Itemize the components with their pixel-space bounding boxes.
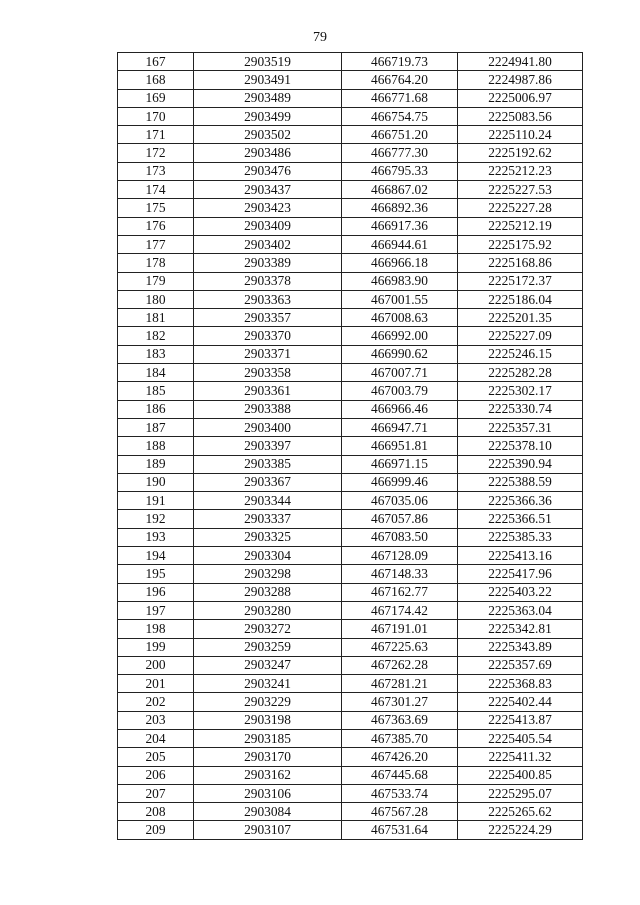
point-id-cell: 2903502	[194, 126, 342, 144]
x-coordinate-cell: 467531.64	[342, 821, 458, 839]
point-id-cell: 2903361	[194, 382, 342, 400]
table-row	[118, 309, 583, 327]
point-id-cell: 2903241	[194, 675, 342, 693]
x-coordinate-cell: 466892.36	[342, 199, 458, 217]
point-id-cell: 2903371	[194, 345, 342, 363]
y-coordinate-cell: 2225405.54	[458, 729, 583, 747]
point-number-cell: 186	[118, 400, 194, 418]
table-row	[118, 748, 583, 766]
y-coordinate-cell: 2225343.89	[458, 638, 583, 656]
x-coordinate-cell: 466947.71	[342, 418, 458, 436]
table-row	[118, 345, 583, 363]
x-coordinate-cell: 466992.00	[342, 327, 458, 345]
x-coordinate-cell: 466719.73	[342, 53, 458, 71]
point-id-cell: 2903358	[194, 364, 342, 382]
point-id-cell: 2903272	[194, 620, 342, 638]
table-row	[118, 547, 583, 565]
point-number-cell: 204	[118, 729, 194, 747]
point-number-cell: 209	[118, 821, 194, 839]
x-coordinate-cell: 467008.63	[342, 309, 458, 327]
x-coordinate-cell: 466999.46	[342, 473, 458, 491]
point-number-cell: 208	[118, 803, 194, 821]
x-coordinate-cell: 466917.36	[342, 217, 458, 235]
table-row	[118, 199, 583, 217]
y-coordinate-cell: 2224941.80	[458, 53, 583, 71]
y-coordinate-cell: 2225413.87	[458, 711, 583, 729]
table-row	[118, 53, 583, 71]
point-number-cell: 195	[118, 565, 194, 583]
y-coordinate-cell: 2225390.94	[458, 455, 583, 473]
y-coordinate-cell: 2225212.19	[458, 217, 583, 235]
y-coordinate-cell: 2225006.97	[458, 89, 583, 107]
point-id-cell: 2903499	[194, 107, 342, 125]
y-coordinate-cell: 2225083.56	[458, 107, 583, 125]
y-coordinate-cell: 2225378.10	[458, 437, 583, 455]
point-id-cell: 2903389	[194, 254, 342, 272]
y-coordinate-cell: 2225224.29	[458, 821, 583, 839]
point-id-cell: 2903409	[194, 217, 342, 235]
x-coordinate-cell: 467174.42	[342, 601, 458, 619]
table-row	[118, 272, 583, 290]
x-coordinate-cell: 467128.09	[342, 547, 458, 565]
point-number-cell: 171	[118, 126, 194, 144]
point-id-cell: 2903489	[194, 89, 342, 107]
point-id-cell: 2903288	[194, 583, 342, 601]
y-coordinate-cell: 2225227.09	[458, 327, 583, 345]
point-id-cell: 2903247	[194, 656, 342, 674]
table-row	[118, 803, 583, 821]
point-id-cell: 2903259	[194, 638, 342, 656]
point-number-cell: 205	[118, 748, 194, 766]
y-coordinate-cell: 2225175.92	[458, 235, 583, 253]
table-row	[118, 107, 583, 125]
table-row	[118, 620, 583, 638]
point-number-cell: 192	[118, 510, 194, 528]
point-id-cell: 2903367	[194, 473, 342, 491]
point-number-cell: 182	[118, 327, 194, 345]
point-id-cell: 2903084	[194, 803, 342, 821]
point-number-cell: 168	[118, 71, 194, 89]
point-id-cell: 2903325	[194, 528, 342, 546]
point-number-cell: 184	[118, 364, 194, 382]
y-coordinate-cell: 2225265.62	[458, 803, 583, 821]
point-number-cell: 202	[118, 693, 194, 711]
point-id-cell: 2903304	[194, 547, 342, 565]
point-id-cell: 2903486	[194, 144, 342, 162]
x-coordinate-cell: 466795.33	[342, 162, 458, 180]
x-coordinate-cell: 466990.62	[342, 345, 458, 363]
y-coordinate-cell: 2225402.44	[458, 693, 583, 711]
y-coordinate-cell: 2225330.74	[458, 400, 583, 418]
point-id-cell: 2903344	[194, 492, 342, 510]
point-id-cell: 2903388	[194, 400, 342, 418]
x-coordinate-cell: 466951.81	[342, 437, 458, 455]
point-number-cell: 196	[118, 583, 194, 601]
point-number-cell: 175	[118, 199, 194, 217]
point-id-cell: 2903298	[194, 565, 342, 583]
table-row	[118, 71, 583, 89]
table-row	[118, 693, 583, 711]
y-coordinate-cell: 2225168.86	[458, 254, 583, 272]
point-number-cell: 206	[118, 766, 194, 784]
table-row	[118, 400, 583, 418]
table-row	[118, 656, 583, 674]
y-coordinate-cell: 2225295.07	[458, 784, 583, 802]
x-coordinate-cell: 467567.28	[342, 803, 458, 821]
table-row	[118, 729, 583, 747]
table-row	[118, 638, 583, 656]
y-coordinate-cell: 2225366.36	[458, 492, 583, 510]
x-coordinate-cell: 467281.21	[342, 675, 458, 693]
point-number-cell: 169	[118, 89, 194, 107]
point-number-cell: 190	[118, 473, 194, 491]
table-row	[118, 565, 583, 583]
point-number-cell: 200	[118, 656, 194, 674]
table-row	[118, 583, 583, 601]
point-number-cell: 174	[118, 181, 194, 199]
point-number-cell: 203	[118, 711, 194, 729]
point-number-cell: 173	[118, 162, 194, 180]
x-coordinate-cell: 466867.02	[342, 181, 458, 199]
point-number-cell: 191	[118, 492, 194, 510]
point-number-cell: 188	[118, 437, 194, 455]
point-number-cell: 194	[118, 547, 194, 565]
x-coordinate-cell: 467191.01	[342, 620, 458, 638]
point-id-cell: 2903106	[194, 784, 342, 802]
y-coordinate-cell: 2225212.23	[458, 162, 583, 180]
y-coordinate-cell: 2225227.28	[458, 199, 583, 217]
point-number-cell: 198	[118, 620, 194, 638]
table-row	[118, 455, 583, 473]
table-row	[118, 492, 583, 510]
point-id-cell: 2903185	[194, 729, 342, 747]
table-row	[118, 327, 583, 345]
point-id-cell: 2903423	[194, 199, 342, 217]
point-id-cell: 2903370	[194, 327, 342, 345]
point-id-cell: 2903198	[194, 711, 342, 729]
table-row	[118, 675, 583, 693]
x-coordinate-cell: 466971.15	[342, 455, 458, 473]
x-coordinate-cell: 466764.20	[342, 71, 458, 89]
y-coordinate-cell: 2225186.04	[458, 290, 583, 308]
x-coordinate-cell: 467148.33	[342, 565, 458, 583]
x-coordinate-cell: 467035.06	[342, 492, 458, 510]
y-coordinate-cell: 2225385.33	[458, 528, 583, 546]
y-coordinate-cell: 2225400.85	[458, 766, 583, 784]
point-id-cell: 2903519	[194, 53, 342, 71]
x-coordinate-cell: 466754.75	[342, 107, 458, 125]
y-coordinate-cell: 2225357.31	[458, 418, 583, 436]
y-coordinate-cell: 2225388.59	[458, 473, 583, 491]
y-coordinate-cell: 2225403.22	[458, 583, 583, 601]
x-coordinate-cell: 467363.69	[342, 711, 458, 729]
point-number-cell: 201	[118, 675, 194, 693]
x-coordinate-cell: 467083.50	[342, 528, 458, 546]
x-coordinate-cell: 466777.30	[342, 144, 458, 162]
point-id-cell: 2903491	[194, 71, 342, 89]
y-coordinate-cell: 2225342.81	[458, 620, 583, 638]
x-coordinate-cell: 467262.28	[342, 656, 458, 674]
x-coordinate-cell: 466983.90	[342, 272, 458, 290]
point-id-cell: 2903170	[194, 748, 342, 766]
point-id-cell: 2903437	[194, 181, 342, 199]
table-row	[118, 437, 583, 455]
point-number-cell: 170	[118, 107, 194, 125]
table-row	[118, 217, 583, 235]
table-row	[118, 126, 583, 144]
point-id-cell: 2903357	[194, 309, 342, 327]
point-id-cell: 2903378	[194, 272, 342, 290]
y-coordinate-cell: 2225366.51	[458, 510, 583, 528]
point-id-cell: 2903363	[194, 290, 342, 308]
point-number-cell: 179	[118, 272, 194, 290]
table-row	[118, 89, 583, 107]
table-row	[118, 382, 583, 400]
point-number-cell: 176	[118, 217, 194, 235]
x-coordinate-cell: 467385.70	[342, 729, 458, 747]
table-row	[118, 418, 583, 436]
x-coordinate-cell: 467426.20	[342, 748, 458, 766]
point-number-cell: 180	[118, 290, 194, 308]
x-coordinate-cell: 467001.55	[342, 290, 458, 308]
point-number-cell: 177	[118, 235, 194, 253]
point-number-cell: 193	[118, 528, 194, 546]
point-number-cell: 167	[118, 53, 194, 71]
y-coordinate-cell: 2225302.17	[458, 382, 583, 400]
table-row	[118, 144, 583, 162]
point-id-cell: 2903107	[194, 821, 342, 839]
y-coordinate-cell: 2225201.35	[458, 309, 583, 327]
y-coordinate-cell: 2225411.32	[458, 748, 583, 766]
point-number-cell: 172	[118, 144, 194, 162]
table-row	[118, 821, 583, 839]
y-coordinate-cell: 2224987.86	[458, 71, 583, 89]
table-row	[118, 364, 583, 382]
x-coordinate-cell: 466771.68	[342, 89, 458, 107]
table-row	[118, 473, 583, 491]
table-row	[118, 510, 583, 528]
y-coordinate-cell: 2225368.83	[458, 675, 583, 693]
table-row	[118, 235, 583, 253]
table-row	[118, 290, 583, 308]
point-number-cell: 189	[118, 455, 194, 473]
table-row	[118, 601, 583, 619]
point-number-cell: 199	[118, 638, 194, 656]
y-coordinate-cell: 2225363.04	[458, 601, 583, 619]
point-id-cell: 2903229	[194, 693, 342, 711]
point-id-cell: 2903162	[194, 766, 342, 784]
x-coordinate-cell: 466751.20	[342, 126, 458, 144]
table-row	[118, 711, 583, 729]
point-number-cell: 187	[118, 418, 194, 436]
point-id-cell: 2903385	[194, 455, 342, 473]
point-id-cell: 2903402	[194, 235, 342, 253]
point-number-cell: 181	[118, 309, 194, 327]
x-coordinate-cell: 467003.79	[342, 382, 458, 400]
point-number-cell: 185	[118, 382, 194, 400]
point-number-cell: 207	[118, 784, 194, 802]
x-coordinate-cell: 467445.68	[342, 766, 458, 784]
coordinate-table	[117, 52, 583, 840]
x-coordinate-cell: 466966.18	[342, 254, 458, 272]
x-coordinate-cell: 466966.46	[342, 400, 458, 418]
x-coordinate-cell: 467057.86	[342, 510, 458, 528]
page-number: 79	[313, 30, 327, 45]
x-coordinate-cell: 466944.61	[342, 235, 458, 253]
point-number-cell: 197	[118, 601, 194, 619]
table-row	[118, 181, 583, 199]
x-coordinate-cell: 467007.71	[342, 364, 458, 382]
point-number-cell: 178	[118, 254, 194, 272]
table-row	[118, 784, 583, 802]
table-row	[118, 254, 583, 272]
y-coordinate-cell: 2225110.24	[458, 126, 583, 144]
y-coordinate-cell: 2225246.15	[458, 345, 583, 363]
point-id-cell: 2903400	[194, 418, 342, 436]
point-id-cell: 2903476	[194, 162, 342, 180]
y-coordinate-cell: 2225357.69	[458, 656, 583, 674]
point-id-cell: 2903280	[194, 601, 342, 619]
table-row	[118, 766, 583, 784]
x-coordinate-cell: 467225.63	[342, 638, 458, 656]
y-coordinate-cell: 2225227.53	[458, 181, 583, 199]
y-coordinate-cell: 2225192.62	[458, 144, 583, 162]
table-row	[118, 528, 583, 546]
point-number-cell: 183	[118, 345, 194, 363]
x-coordinate-cell: 467162.77	[342, 583, 458, 601]
x-coordinate-cell: 467301.27	[342, 693, 458, 711]
table-row	[118, 162, 583, 180]
point-id-cell: 2903337	[194, 510, 342, 528]
coordinate-table-body	[118, 53, 583, 840]
point-id-cell: 2903397	[194, 437, 342, 455]
y-coordinate-cell: 2225282.28	[458, 364, 583, 382]
y-coordinate-cell: 2225172.37	[458, 272, 583, 290]
y-coordinate-cell: 2225413.16	[458, 547, 583, 565]
y-coordinate-cell: 2225417.96	[458, 565, 583, 583]
x-coordinate-cell: 467533.74	[342, 784, 458, 802]
